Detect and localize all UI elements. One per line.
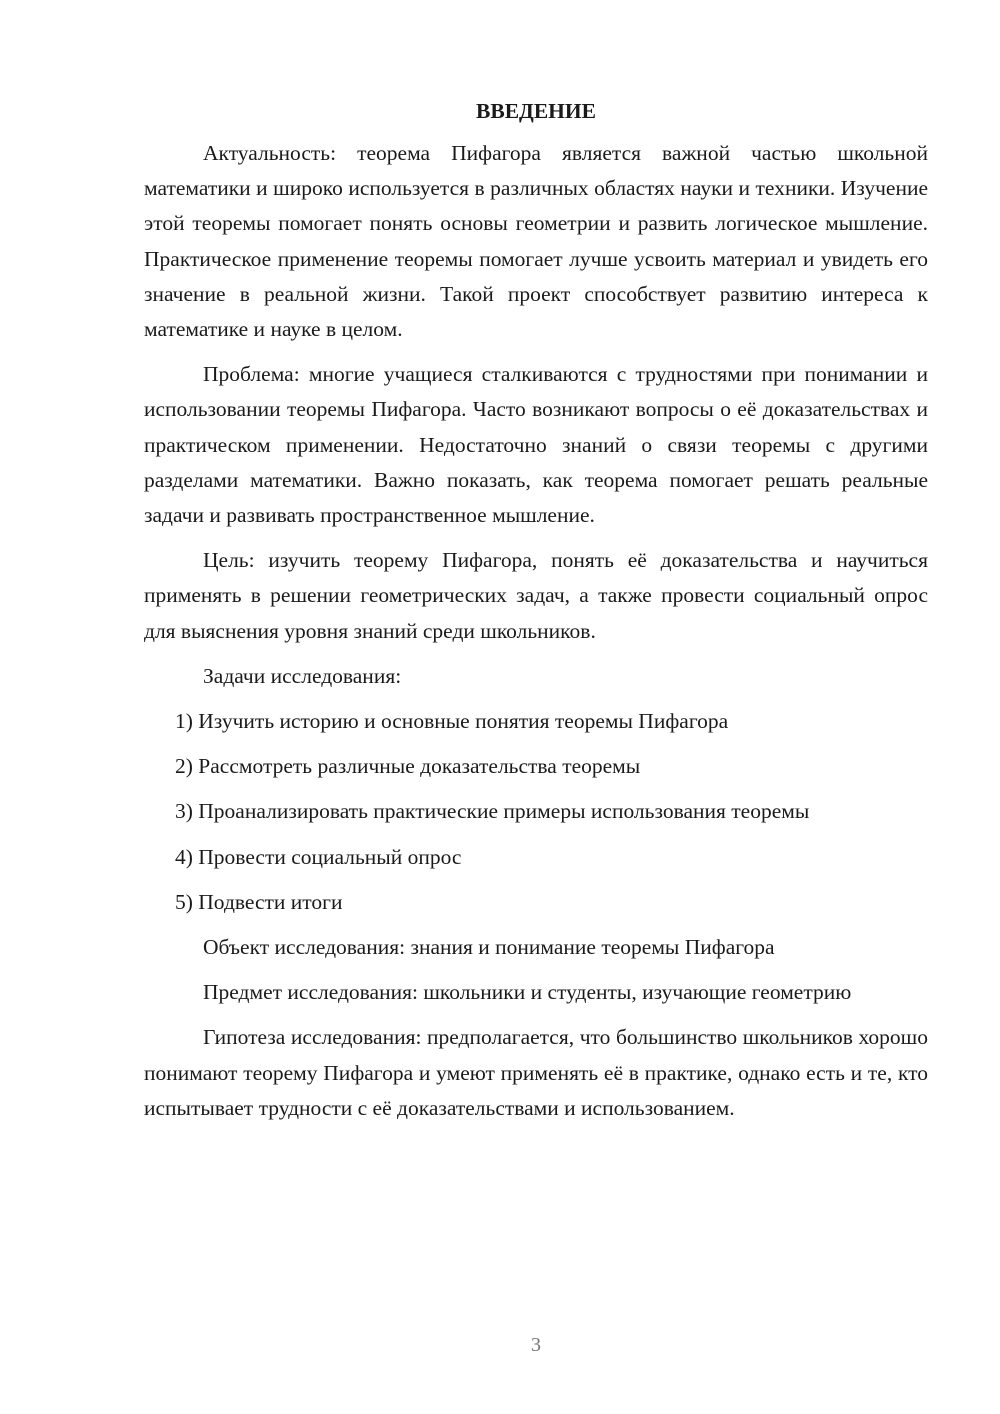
subject-paragraph: Предмет исследования: школьники и студенты, изучающие геометрию <box>203 980 852 1005</box>
page-number: 3 <box>531 1334 541 1356</box>
task-item-2: 2) Рассмотреть различные доказательства теоремы <box>175 754 641 779</box>
page-content <box>144 94 928 1136</box>
task-item-5: 5) Подвести итоги <box>175 889 343 914</box>
task-item-1: 1) Изучить историю и основные понятия теоремы Пифагора <box>175 709 729 734</box>
section-title: ВВЕДЕНИЕ <box>476 99 596 123</box>
goal-paragraph: Цель: изучить теорему Пифагора, понять её доказательства и научиться применять в решении геометрических задач, а также провести социальный опрос для выяснения уровня знаний среди школьников. <box>144 548 928 643</box>
problem-paragraph: Проблема: многие учащиеся сталкиваются с трудностями при понимании и использовании теоремы Пифагора. Часто возникают вопросы о её доказательствах и практическом применении. Недостаточно знаний о связи теоремы с другими разделами математики. Важно показать, как теорема помогает решать реальные задачи и развивать пространственное мышление. <box>144 362 928 528</box>
task-item-3: 3) Проанализировать практические примеры использования теоремы <box>175 799 810 824</box>
task-item-4: 4) Провести социальный опрос <box>175 844 462 869</box>
object-paragraph: Объект исследования: знания и понимание теоремы Пифагора <box>203 935 775 960</box>
relevance-paragraph: Актуальность: теорема Пифагора является важной частью школьной математики и широко используется в различных областях науки и техники. Изучение этой теоремы помогает понять основы геометрии и развить логическое мышление. Практическое применение теоремы помогает лучше усвоить материал и увидеть его значение в реальной жизни. Такой проект способствует развитию интереса к математике и науке в целом. <box>144 141 928 342</box>
hypothesis-paragraph: Гипотеза исследования: предполагается, что большинство школьников хорошо понимают теорему Пифагора и умеют применять её в практике, однако есть и те, кто испытывает трудности с её доказательствами и использованием. <box>144 1025 928 1120</box>
tasks-heading: Задачи исследования: <box>203 663 402 688</box>
